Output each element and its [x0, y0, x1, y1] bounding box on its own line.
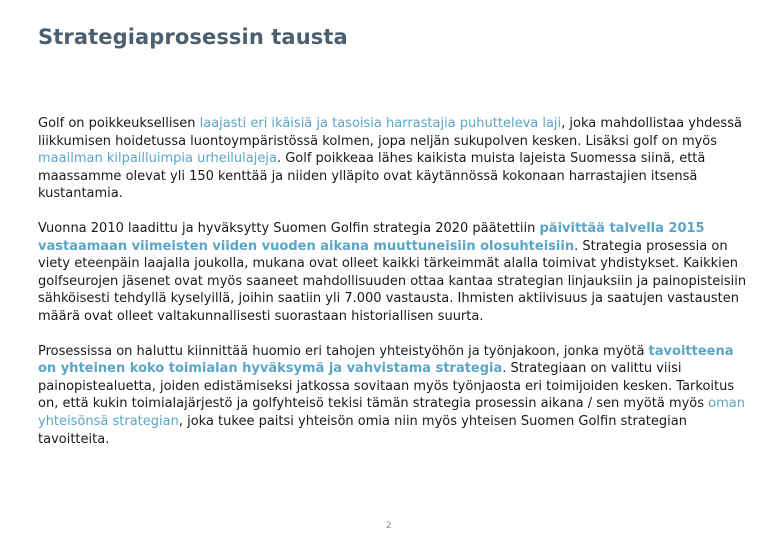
page-number: 2 [386, 521, 392, 531]
highlight-segment: päivittää talvella 2015 vastaamaan viimeisten viiden vuoden aikana muuttuneisiin olosuhteisiin [38, 220, 705, 254]
text-segment: . Strategia prosessia on viety eteenpäin laajalla joukolla, mukana ovat olleet kaikki tärkeimmät alalla toimivat yhdistykset. Kaikkien golfseurojen jäsenet ovat myös saaneet mahdollisuuden ottaa kantaa strategian linjauksiin ja painopisteisiin sähköisesti tehdyllä kyselyillä, joihin saatiin yli 7.000 vastausta. Ihmisten aktiivisuus ja saatujen vastausten määrä ovat olleet valtakunnallisesti suorastaan historiallisen suurta. [38, 238, 747, 324]
highlight-segment: oman yhteisönsä strategian [38, 396, 745, 429]
paragraph-intro [38, 115, 748, 203]
body-text [38, 115, 748, 465]
page-title: Strategiaprosessin tausta [38, 25, 348, 49]
text-segment: . Golf poikkeaa lähes kaikista muista lajeista Suomessa siinä, että maassamme olevat yli 150 kenttää ja niiden ylläpito ovat käytännössä kokonaan harrastajien itsensä kustantamia. [38, 151, 706, 202]
text-segment: , joka mahdollistaa yhdessä liikkumisen hoidetussa luontoympäristössä kolmen, jopa neljän sukupolven kesken. Lisäksi golf on myös [38, 116, 742, 149]
highlight-segment: tavoitteena on yhteinen koko toimialan hyväksymä ja vahvistama strategia [38, 343, 734, 377]
text-segment: . Strategiaan on valittu viisi painopistealuetta, joiden edistämiseksi jatkossa sovitaan myös työnjaosta eri toimijoiden kesken. Tarkoitus on, että kukin toimialajärjestö ja golfyhteisö tekisi tämän strategia prosessin aikana / sen myötä myös [38, 361, 735, 412]
paragraph-strategy-update [38, 220, 748, 326]
text-segment: , joka tukee paitsi yhteisön omia niin myös yhteisen Suomen Golfin strategian tavoitteita. [38, 413, 687, 447]
text-segment: Prosessissa on haluttu kiinnittää huomio eri tahojen yhteistyöhön ja työnjakoon, jonka myötä [38, 343, 649, 359]
highlight-segment: laajasti eri ikäisiä ja tasoisia harrastajia puhutteleva laji [199, 116, 562, 131]
paragraph-cooperation [38, 343, 748, 449]
text-segment: Vuonna 2010 laadittu ja hyväksytty Suomen Golfin strategia 2020 päätettiin [38, 220, 540, 236]
text-segment: Golf on poikkeuksellisen [38, 116, 200, 131]
highlight-segment: maailman kilpailluimpia urheilulajeja [38, 151, 277, 167]
